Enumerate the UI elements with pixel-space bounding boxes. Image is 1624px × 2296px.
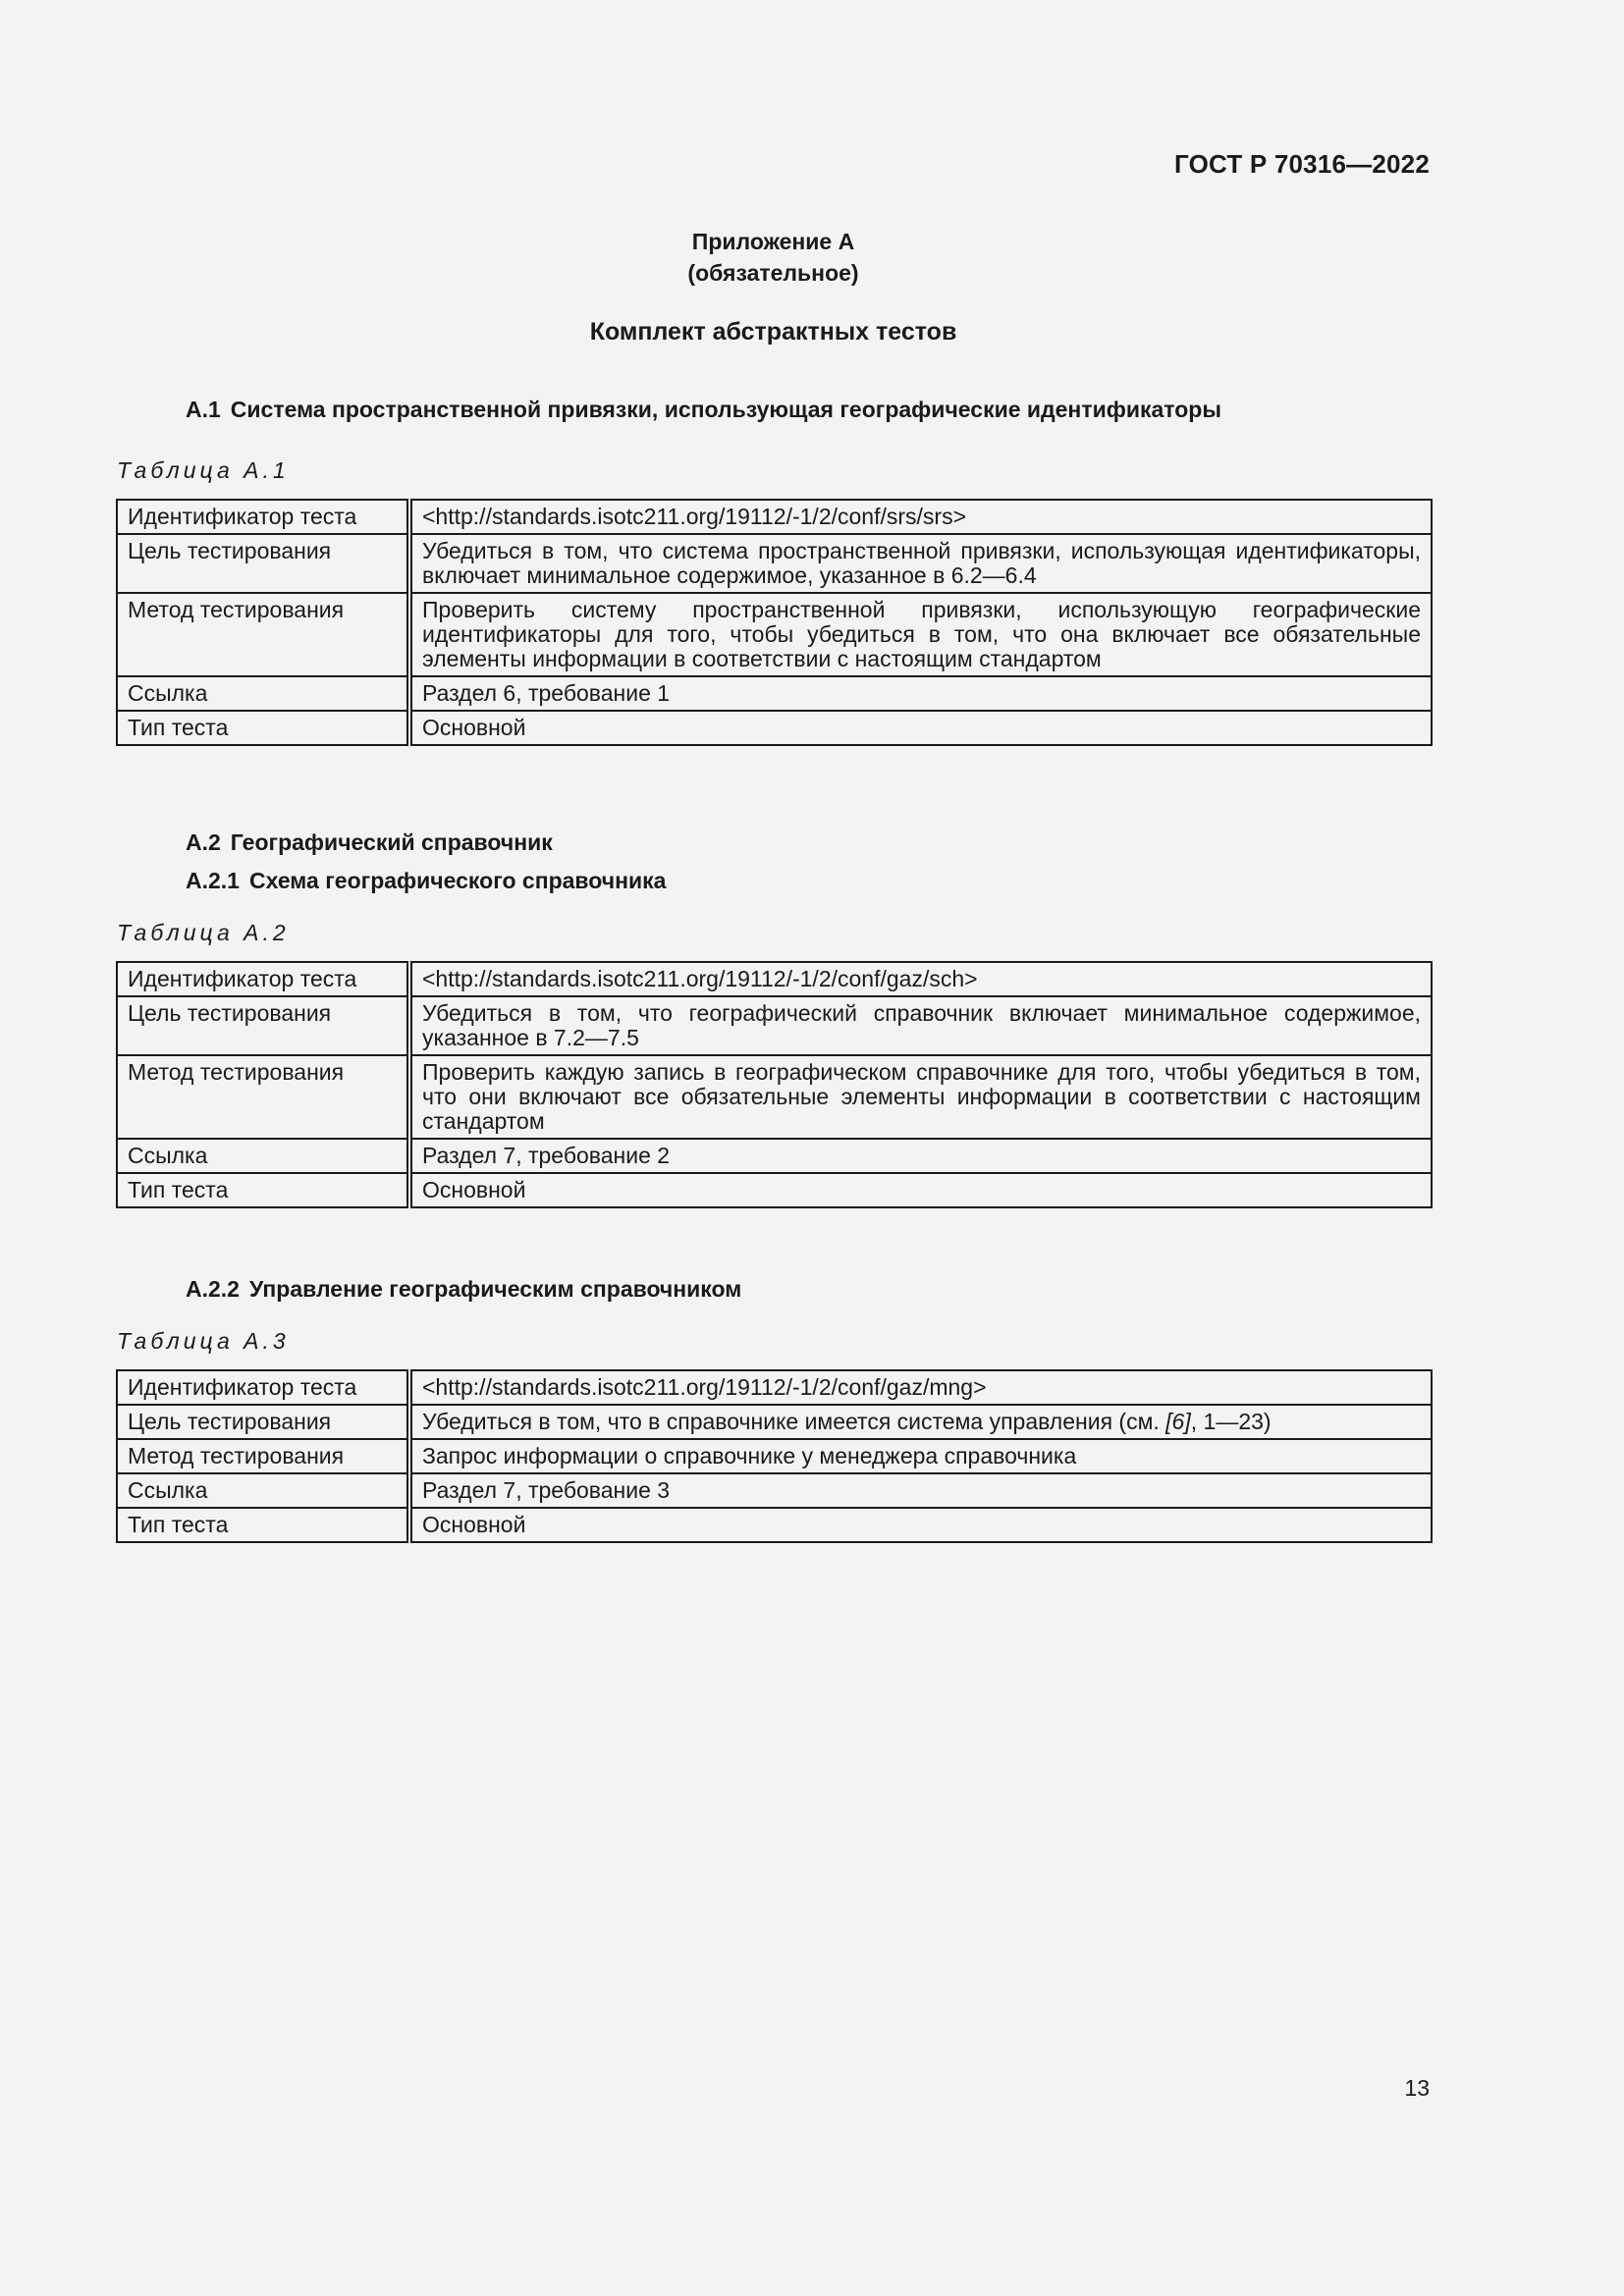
row-key: Тип теста	[117, 1508, 409, 1542]
table-row	[117, 1055, 1432, 1139]
row-value: Основной	[409, 1173, 1432, 1207]
heading-a2-2	[186, 1276, 741, 1303]
heading-text: Управление географическим справочником	[248, 1276, 742, 1302]
table-row	[117, 500, 1432, 534]
table-row	[117, 711, 1432, 745]
heading-a2	[186, 829, 553, 856]
heading-number: А.2.1	[186, 868, 240, 893]
row-value-text: , 1—23)	[1190, 1409, 1272, 1434]
row-value: Раздел 6, требование 1	[409, 676, 1432, 711]
heading-number: А.1	[186, 397, 221, 422]
row-value: Убедиться в том, что система пространственной привязки, использующая идентификаторы, включает минимальное содержимое, указанное в 6.2—6.4	[409, 534, 1432, 593]
bibliography-reference[interactable]: [6]	[1165, 1409, 1191, 1434]
heading-number: А.2	[186, 829, 221, 855]
row-key: Тип теста	[117, 1173, 409, 1207]
table-row	[117, 676, 1432, 711]
row-key: Цель тестирования	[117, 534, 409, 593]
table-caption: Таблица А.2	[117, 920, 290, 945]
table-caption: Таблица А.3	[117, 1328, 290, 1354]
test-table-a1	[116, 499, 1433, 746]
heading-text: Система пространственной привязки, использующая географические идентификаторы	[230, 397, 1222, 422]
row-key: Идентификатор теста	[117, 962, 409, 996]
row-value: Убедиться в том, что географический справочник включает минимальное содержимое, указанное в 7.2—7.5	[409, 996, 1432, 1055]
row-value: Проверить систему пространственной привязки, использующую географические идентификаторы для того, чтобы убедиться в том, что она включает все обязательные элементы информации в соответствии с настоящим стандартом	[409, 593, 1432, 676]
row-key: Идентификатор теста	[117, 1370, 409, 1405]
row-value-text: Убедиться в том, что в справочнике имеется система управления (см.	[422, 1409, 1166, 1434]
row-value: <http://standards.isotc211.org/19112/-1/2/conf/srs/srs>	[409, 500, 1432, 534]
test-table-a2	[116, 961, 1433, 1208]
row-key: Цель тестирования	[117, 1405, 409, 1439]
row-key: Ссылка	[117, 1473, 409, 1508]
row-key: Цель тестирования	[117, 996, 409, 1055]
row-value: Раздел 7, требование 3	[409, 1473, 1432, 1508]
table-row	[117, 962, 1432, 996]
section-title: Комплект абстрактных тестов	[589, 318, 957, 346]
appendix-title: Приложение А	[691, 229, 855, 254]
row-value: Проверить каждую запись в географическом справочнике для того, чтобы убедиться в том, что они включают все обязательные элементы информации в соответствии с настоящим стандартом	[409, 1055, 1432, 1139]
heading-text: Географический справочник	[230, 829, 553, 855]
row-key: Метод тестирования	[117, 593, 409, 676]
row-key: Ссылка	[117, 676, 409, 711]
row-key: Метод тестирования	[117, 1055, 409, 1139]
document-id: ГОСТ Р 70316—2022	[1174, 149, 1430, 179]
table-row	[117, 1173, 1432, 1207]
row-value: Запрос информации о справочнике у менеджера справочника	[409, 1439, 1432, 1473]
row-value: <http://standards.isotc211.org/19112/-1/2/conf/gaz/mng>	[409, 1370, 1432, 1405]
page-number: 13	[1404, 2075, 1430, 2101]
table-row	[117, 593, 1432, 676]
table-row	[117, 1405, 1432, 1439]
table-row	[117, 1508, 1432, 1542]
heading-number: А.2.2	[186, 1276, 240, 1302]
heading-a2-1	[186, 868, 666, 894]
table-row	[117, 534, 1432, 593]
row-value: Основной	[409, 1508, 1432, 1542]
appendix-heading	[0, 226, 1546, 289]
table-row	[117, 996, 1432, 1055]
row-key: Метод тестирования	[117, 1439, 409, 1473]
row-value	[409, 1405, 1432, 1439]
heading-a1	[186, 397, 1221, 423]
test-table-a3	[116, 1369, 1433, 1543]
table-row	[117, 1370, 1432, 1405]
row-key: Идентификатор теста	[117, 500, 409, 534]
row-key: Тип теста	[117, 711, 409, 745]
row-value: Основной	[409, 711, 1432, 745]
table-row	[117, 1139, 1432, 1173]
row-value: Раздел 7, требование 2	[409, 1139, 1432, 1173]
row-value: <http://standards.isotc211.org/19112/-1/2/conf/gaz/sch>	[409, 962, 1432, 996]
table-row	[117, 1473, 1432, 1508]
row-key: Ссылка	[117, 1139, 409, 1173]
table-caption: Таблица А.1	[117, 457, 290, 483]
table-row	[117, 1439, 1432, 1473]
heading-text: Схема географического справочника	[248, 868, 667, 893]
appendix-status: (обязательное)	[687, 260, 859, 286]
